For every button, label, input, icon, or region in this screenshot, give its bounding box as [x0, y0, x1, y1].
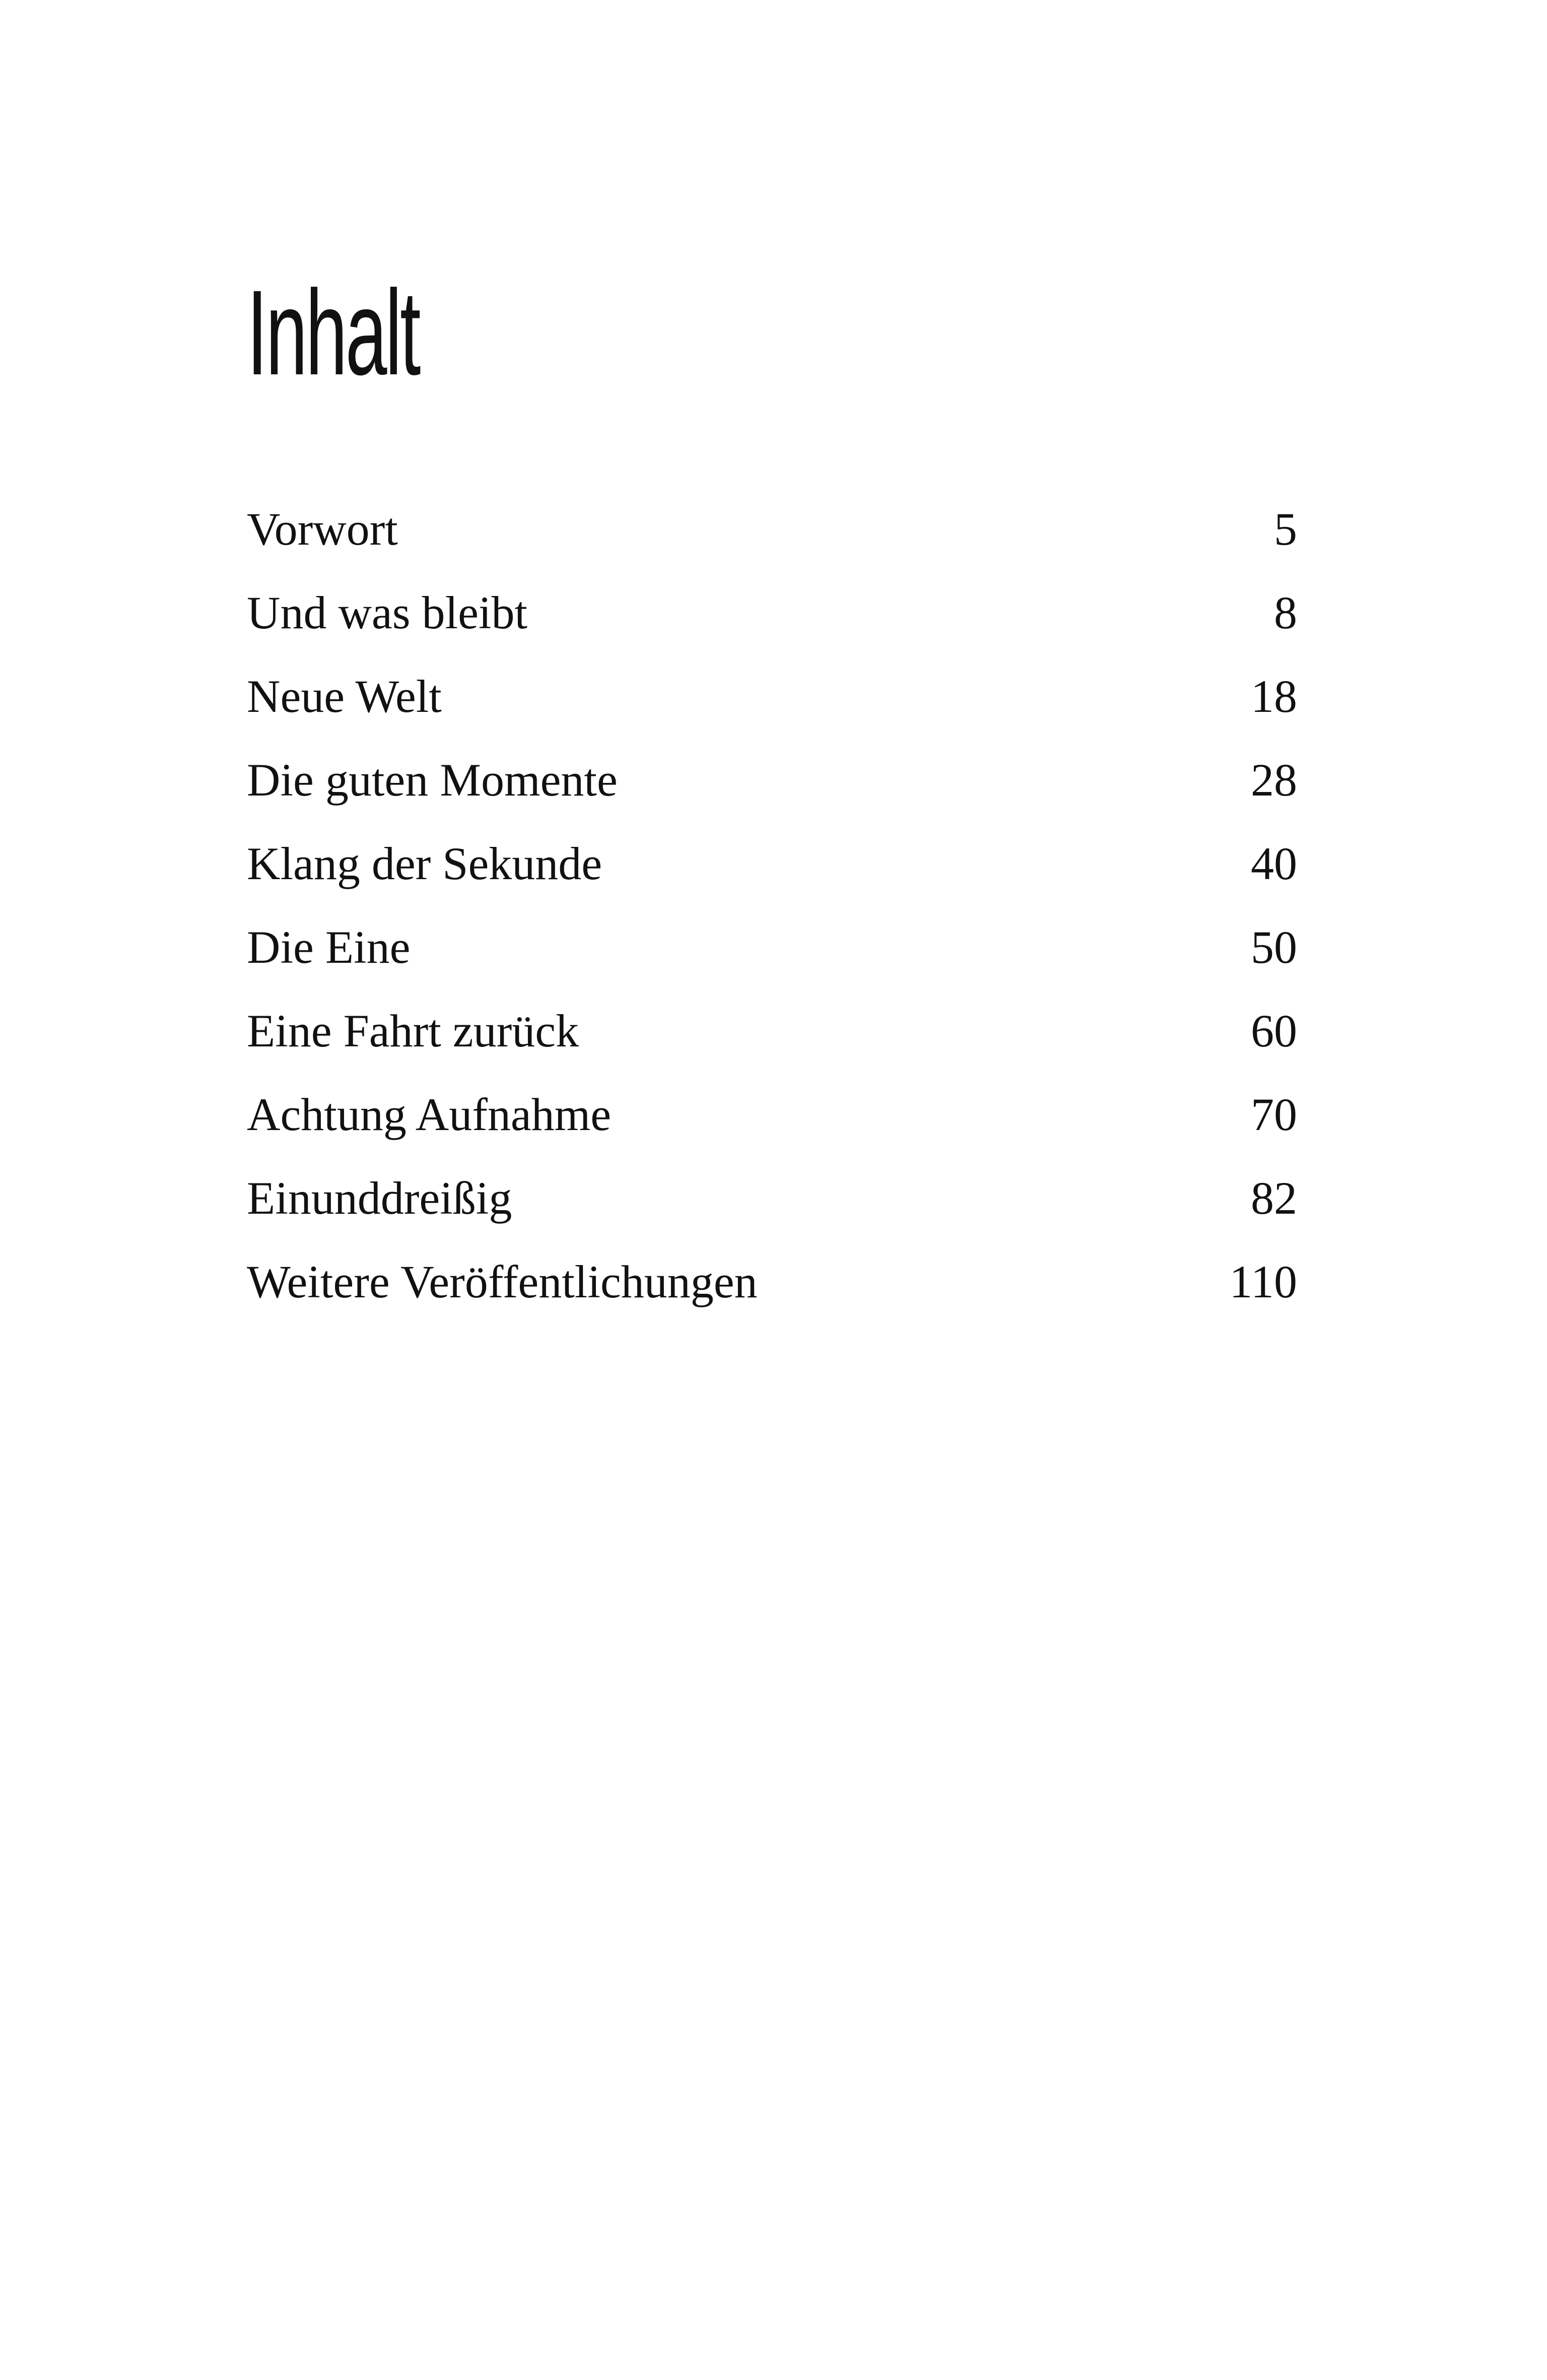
toc-entry-page-number: 82 — [1251, 1172, 1297, 1224]
toc-entry-page-number: 28 — [1251, 754, 1297, 806]
toc-entry-page-number: 18 — [1251, 671, 1297, 722]
toc-entry — [247, 833, 1297, 917]
toc-entry — [247, 750, 1297, 833]
toc-entry — [247, 1168, 1297, 1251]
toc-entry-title: Neue Welt — [247, 671, 442, 722]
toc-entry-page-number: 110 — [1229, 1256, 1297, 1307]
toc-entry-page-number: 70 — [1251, 1089, 1297, 1140]
toc-entry-page-number: 5 — [1274, 503, 1297, 555]
toc-entry-title: Eine Fahrt zurück — [247, 1005, 579, 1056]
toc-entry-title: Und was bleibt — [247, 587, 528, 638]
toc-entry — [247, 1001, 1297, 1084]
table-of-contents — [247, 499, 1297, 1335]
toc-entry-title: Weitere Veröffentlichungen — [247, 1256, 758, 1307]
toc-entry — [247, 917, 1297, 1001]
toc-entry-page-number: 40 — [1251, 838, 1297, 889]
toc-entry-title: Die Eine — [247, 921, 411, 973]
toc-entry-title: Klang der Sekunde — [247, 838, 602, 889]
toc-entry — [247, 666, 1297, 750]
toc-entry-title: Vorwort — [247, 503, 398, 555]
toc-entry-title: Die guten Momente — [247, 754, 618, 806]
toc-entry — [247, 499, 1297, 582]
toc-entry-title: Achtung Aufnahme — [247, 1089, 612, 1140]
toc-entry — [247, 1251, 1297, 1335]
toc-entry-page-number: 8 — [1274, 587, 1297, 638]
toc-entry — [247, 582, 1297, 666]
toc-entry-page-number: 50 — [1251, 921, 1297, 973]
page-title: Inhalt — [247, 265, 419, 400]
toc-entry — [247, 1084, 1297, 1168]
toc-entry-title: Einunddreißig — [247, 1172, 512, 1224]
toc-entry-page-number: 60 — [1251, 1005, 1297, 1056]
